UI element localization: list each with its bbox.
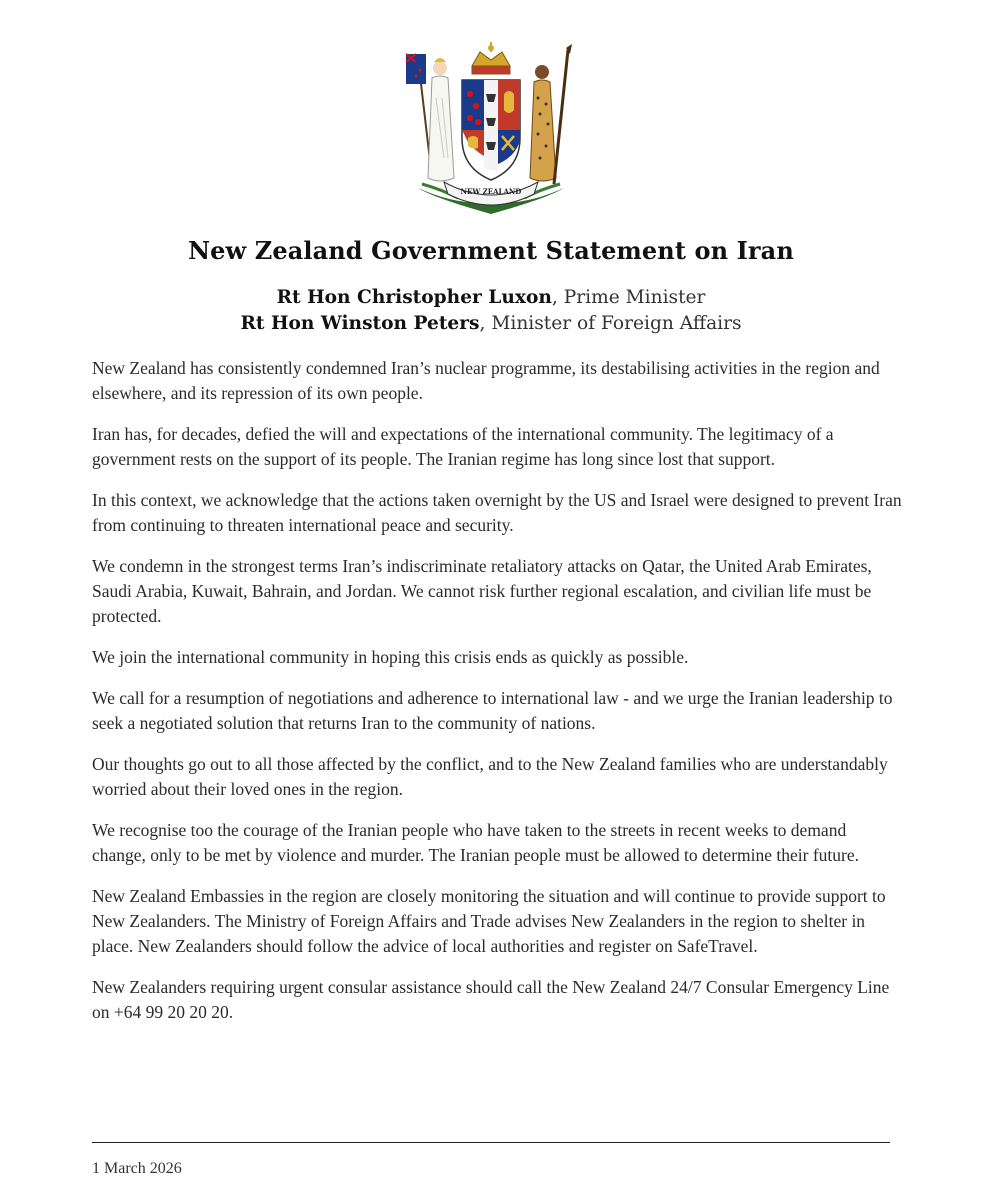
paragraph: New Zealanders requiring urgent consular assistance should call the New Zealand 24/7 Consular Emergency Line on +64 99 20 20 20.	[92, 977, 890, 1022]
author-name: Rt Hon Christopher Luxon	[276, 287, 552, 308]
divider	[92, 1142, 890, 1143]
paragraph: Iran has, for decades, defied the will and expectations of the international community. The legitimacy of a government rests on the support of its people. The Iranian regime has long since lost that support.	[92, 424, 834, 469]
paragraph: Our thoughts go out to all those affected by the conflict, and to the New Zealand families who are understandably worried about their loved ones in the region.	[92, 754, 888, 799]
byline-prime-minister	[0, 285, 982, 311]
paragraph: We call for a resumption of negotiations and adherence to international law - and we urge the Iranian leadership to seek a negotiated solution that returns Iran to the community of nations.	[92, 688, 893, 733]
author-name: Rt Hon Winston Peters	[240, 313, 480, 334]
statement-title: New Zealand Government Statement on Iran	[188, 236, 794, 265]
paragraph: We condemn in the strongest terms Iran’s indiscriminate retaliatory attacks on Qatar, the United Arab Emirates, Saudi Arabia, Kuwait, Bahrain, and Jordan. We cannot risk further regional escalation, and civilian life must be protected.	[92, 556, 872, 626]
paragraph: New Zealand Embassies in the region are closely monitoring the situation and will continue to provide support to New Zealanders. The Ministry of Foreign Affairs and Trade advises New Zealanders in the region to shelter in place. New Zealanders should follow the advice of local authorities and register on SafeTravel.	[92, 886, 886, 956]
coat-of-arms-icon	[398, 38, 584, 216]
paragraph: In this context, we acknowledge that the actions taken overnight by the US and Israel were designed to prevent Iran from continuing to threaten international peace and security.	[92, 490, 902, 535]
author-role: , Minister of Foreign Affairs	[479, 313, 742, 334]
author-role: , Prime Minister	[551, 287, 706, 308]
paragraph: We recognise too the courage of the Iranian people who have taken to the streets in recent weeks to demand change, only to be met by violence and murder. The Iranian people must be allowed to determine their future.	[92, 820, 859, 865]
statement-date: 1 March 2026	[92, 1160, 182, 1177]
paragraph: We join the international community in hoping this crisis ends as quickly as possible.	[92, 647, 689, 667]
paragraph: New Zealand has consistently condemned Iran’s nuclear programme, its destabilising activities in the region and elsewhere, and its repression of its own people.	[92, 358, 880, 403]
crest-motto: NEW ZEALAND	[460, 187, 522, 196]
statement-body	[92, 356, 904, 1041]
byline-foreign-minister	[0, 311, 982, 337]
